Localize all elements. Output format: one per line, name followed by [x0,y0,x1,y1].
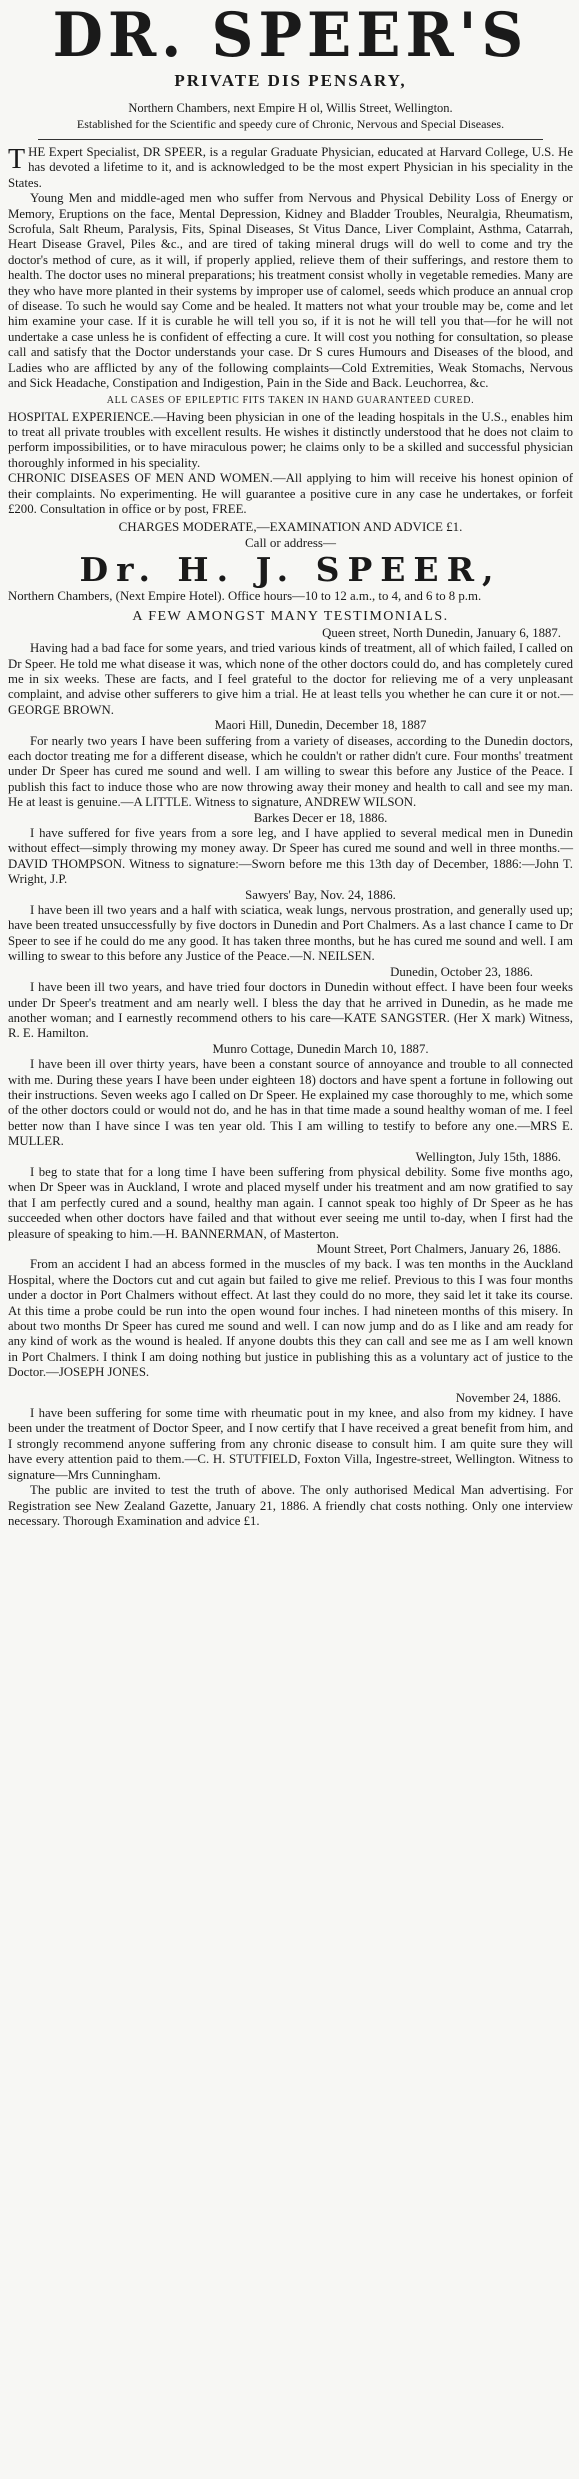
masthead-title: DR. SPEER'S [52,0,529,71]
testimonial-text: I have suffered for five years from a sore leg, and I have applied to several medical men in Dunedin without effect—simply throwing my money away. Dr Speer has cured me sound and well in three months.—DAVID THOMPSON. Witness to signature:—Sworn before me this 13th day of December, 1886:—John T. Wright, J.P. [8,826,573,887]
testimonial-place: Dunedin, October 23, 1886. [390,964,533,979]
testimonial-place: Munro Cottage, Dunedin March 10, 1887. [212,1041,429,1056]
testimonial-place: Barkes Decer er 18, 1886. [253,810,388,825]
testimonial [8,965,573,1042]
testimonial-place: November 24, 1886. [455,1390,561,1405]
testimonials-heading: A FEW AMONGST MANY TESTIMONIALS. [132,608,449,624]
charges-line: CHARGES MODERATE,—EXAMINATION AND ADVICE £1. [118,519,463,535]
testimonial-place: Sawyers' Bay, Nov. 24, 1886. [245,887,396,902]
address-line: Northern Chambers, next Empire H ol, Willis Street, Wellington. [128,101,453,115]
chronic-diseases: CHRONIC DISEASES OF MEN AND WOMEN.—All applying to him will receive his honest opinion of their complaints. No experimenting. He will guarantee a positive cure in any case he undertakes, or forfeit £200. Consultation in office or by post, FREE. [8,471,573,516]
testimonial [8,718,573,810]
intro-paragraph [8,145,573,191]
epilepsy-notice: ALL CASES OF EPILEPTIC FITS TAKEN IN HAND GUARANTEED CURED. [106,394,475,406]
call-or-address: Call or address— [245,535,336,551]
testimonial-place: Queen street, North Dunedin, January 6, 1887. [322,625,561,640]
drop-cap: T [8,144,26,175]
conditions-paragraph: Young Men and middle-aged men who suffer from Nervous and Physical Debility Loss of Energy or Memory, Eruptions on the face, Mental Depression, Kidney and Bladder Troubles, Neuralgia, Rheumatism, Scrofula, Salt Rheum, Paralysis, Fits, Spinal Diseases, St Vitus Dance, Liver Complaint, Asthma, Catarrah, Heart Disease Gravel, Piles &c., and are tired of taking mineral drugs will do well to come and try the doctor's method of cure, as it will, if properly applied, relieve them of their sufferings, and restore them to health. The doctor uses no mineral preparations; his treatment consist wholly in vegetable remedies. Many are they who have more planted in their systems by improper use of calomel, seeds which produce an annual crop of disease. To such he would say Come and be healed. It matters not what your trouble may be, come and let him examine your case. If it is curable he will tell you so, if it is not he will tell you that—for he will not undertake a case unless he is confident of effecting a cure. It will cost you nothing for consultation, so please call and satisfy that the Doctor understands your case. Dr S cures Humours and Diseases of the blood, and Ladies who are afflicted by any of the following complaints—Cold Extremities, Weak Stomachs, Nervous and Sick Headache, Constipation and Indigestion, Pain in the Side and Back. Leuchorrea, &c. [8,191,573,391]
doctor-name: Dr. H. J. SPEER, [79,550,502,590]
testimonial-place: Wellington, July 15th, 1886. [415,1149,561,1164]
testimonial [8,888,573,965]
intro-text: HE Expert Specialist, DR SPEER, is a regular Graduate Physician, educated at Harvard College, U.S. He has devoted a lifetime to it, and is acknowledged to be the most expert Physician in his speciality in the States. [8,145,573,190]
testimonial-text: Having had a bad face for some years, and tried various kinds of treatment, all of which failed, I called on Dr Speer. He told me what disease it was, which none of the other doctors could do, and has completely cured me in six weeks. These are facts, and I feel grateful to the doctor for relieving me of a very unpleasant complaint, and advise other sufferers to give him a trial. He at least tells you whether he can cure it or not.—GEORGE BROWN. [8,641,573,717]
testimonial [8,811,573,888]
testimonial [8,626,573,718]
testimonial-text: I beg to state that for a long time I have been suffering from physical debility. Some five months ago, when Dr Speer was in Auckland, I wrote and placed myself under his treatment and am now gratified to say that I am perfectly cured and a sound, healthy man again. I cannot speak too highly of Dr Speer as he has succeeded when other doctors have failed and that without ever seeing me until to-day, when I first had the pleasure of speaking to him.—H. BANNERMAN, of Masterton. [8,1164,573,1241]
masthead-subtitle: PRIVATE DIS PENSARY, [174,71,407,90]
office-hours: Northern Chambers, (Next Empire Hotel). Office hours—10 to 12 a.m., to 4, and 6 to 8 p.m. [8,589,482,604]
testimonial-place: Mount Street, Port Chalmers, January 26, 1886. [316,1242,561,1256]
testimonial-text: I have been ill two years, and have tried four doctors in Dunedin without effect. I have been four weeks under Dr Speer's treatment and am nearly well. I bless the day that he arrived in Dunedin, as he made me another woman; and I earnestly recommend others to his care—KATE SANGSTER. (Her X mark) Witness, R. E. Hamilton. [8,980,573,1041]
testimonial-text: I have been suffering for some time with rheumatic pout in my knee, and also from my kidney. I have been under the treatment of Doctor Speer, and I now certify that I have received a great benefit from him, and I strongly recommend anyone suffering from any chronic disease to consult him. I am quite sure they will have every attention paid to them.—C. H. STUTFIELD, Foxton Villa, Ingestre-street, Wellington. Witness to signature—Mrs Cunningham. [8,1406,573,1482]
closing-paragraph: The public are invited to test the truth of above. The only authorised Medical Man advertising. For Registration see New Zealand Gazette, January 21, 1886. A friendly chat costs nothing. Only one interview necessary. Thorough Examination and advice £1. [8,1483,573,1528]
testimonial-text: I have been ill two years and a half with sciatica, weak lungs, nervous prostration, and generally used up; have been treated unsuccessfully by five doctors in Dunedin and Port Chalmers. As a last chance I came to Dr Speer to see if he could do me any good. It has taken three months, but he has cured me sound and well. I am willing to swear to this before any Justice of the Peace.—N. NEILSEN. [8,903,573,964]
testimonial-text: For nearly two years I have been suffering from a variety of diseases, according to the Dunedin doctors, each doctor treating me for a different disease, which he couldn't or rather didn't cure. Four months' treatment under Dr Speer has cured me sound and well. I am willing to swear this before any Justice of the Peace. I publish this fact to induce those who are now throwing away their money and health to call and see my man. He at least is genuine.—A LITTLE. Witness to signature, ANDREW WILSON. [8,733,573,810]
testimonial [8,1242,573,1381]
testimonial-text: From an accident I had an abcess formed in the muscles of my back. I was ten months in the Auckland Hospital, where the Doctors cut and cut again but failed to give me relief. Previous to this I was four months under a doctor in Port Chalmers without effect. At last they could do no more, they said let it take its course. At this time a probe could be run into the open wound four inches. I had nineteen months of this misery. In about two months Dr Speer has cured me sound and well. I can now jump and do as I like and am ready for any kind of work as the wound is healed. If anyone doubts this they can call and see me as I am well known in Port Chalmers. I think I am doing nothing but justice in publishing this as a voluntary act of justice to the Doctor.—JOSEPH JONES. [8,1257,573,1380]
testimonial [8,1391,573,1483]
testimonial-place: Maori Hill, Dunedin, December 18, 1887 [214,718,427,733]
testimonial-text: I have been ill over thirty years, have been a constant source of annoyance and trouble to all connected with me. During these years I have been under eighteen 18) doctors and have spent a fortune in following out their instructions. Seven weeks ago I called on Dr Speer. He explained my case thoroughly to me, which some of the other doctors could or would not do, and he has in that time made a sound healthy woman of me. I feel better now than I have since I was ten year old. This I am willing to testify to before any one.—MRS E. MULLER. [8,1057,573,1149]
hospital-experience: HOSPITAL EXPERIENCE.—Having been physician in one of the leading hospitals in the U.S., enables him to treat all private troubles with excellent results. He wishes it distinctly understood that he does not claim to perform impossibilities, or to have miraculous power; he claims only to be a skilled and successful physician thoroughly informed in his speciality. [8,409,573,470]
divider [38,139,543,140]
established-line: Established for the Scientific and speedy cure of Chronic, Nervous and Special Diseases. [76,117,505,131]
testimonial [8,1150,573,1242]
testimonial [8,1042,573,1150]
